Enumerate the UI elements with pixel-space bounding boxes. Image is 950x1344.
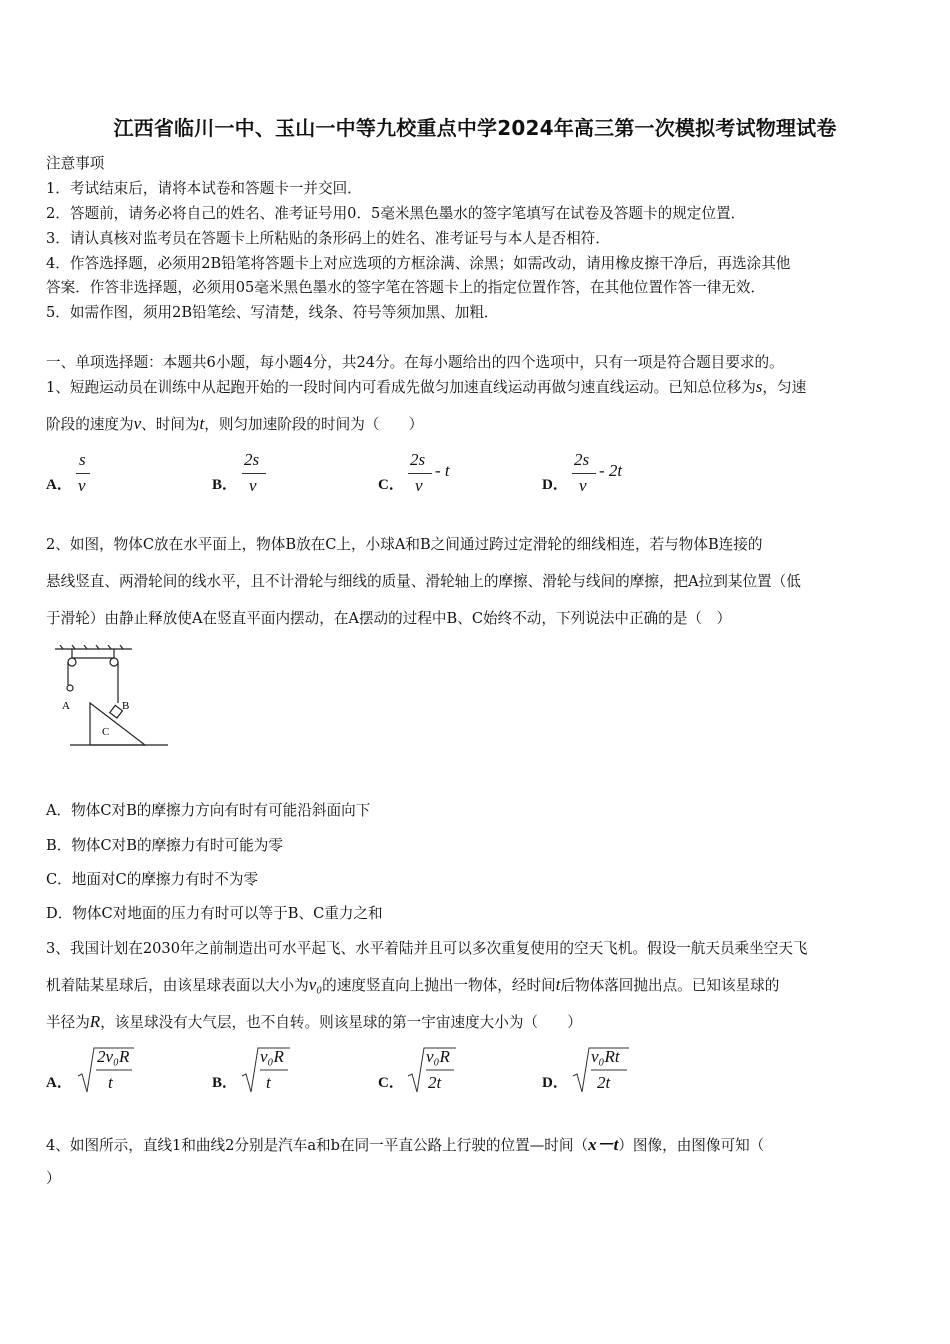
note-item: 5．如需作图，须用2B铅笔绘、写清楚，线条、符号等须加黑、加粗． xyxy=(46,304,499,321)
question-3-text: 机着陆某星球后，由该星球表面以大小为v₀的速度竖直向上抛出一物体，经时间t后物体落回抛出点。已知该星球的 xyxy=(46,975,780,994)
figure-label-a: A xyxy=(62,700,70,712)
note-item: 1．考试结束后，请将本试卷和答题卡一并交回． xyxy=(46,180,362,197)
page-title: 江西省临川一中、玉山一中等九校重点中学2024年高三第一次模拟考试物理试卷 xyxy=(113,116,837,140)
note-item: 3．请认真核对监考员在答题卡上所粘贴的条形码上的姓名、准考证号与本人是否相符． xyxy=(46,230,610,247)
q2-option-d: D．物体C对地面的压力有时可以等于B、C重力之和 xyxy=(46,905,383,922)
notes-heading: 注意事项 xyxy=(46,155,105,172)
question-4-text: 4、如图所示，直线1和曲线2分别是汽车a和b在同一平直公路上行驶的位置—时间（x－t）图像，由图像可知（ xyxy=(46,1135,765,1154)
figure-label-b: B xyxy=(122,700,130,712)
note-item: 答案．作答非选择题，必须用05毫米黑色墨水的签字笔在答题卡上的指定位置作答，在其他位置作答一律无效． xyxy=(46,279,766,296)
q2-option-b: B．物体C对B的摩擦力有时可能为零 xyxy=(46,837,283,854)
question-1-text: 阶段的速度为v、时间为t，则匀加速阶段的时间为（ ） xyxy=(46,414,424,433)
q2-option-a: A．物体C对B的摩擦力方向有时有可能沿斜面向下 xyxy=(46,802,371,819)
question-2-text: 于滑轮）由静止释放使A在竖直平面内摆动，在A摆动的过程中B、C始终不动，下列说法中正确的是（ ） xyxy=(46,610,732,627)
question-3-text: 半径为R，该星球没有大气层，也不自转。则该星球的第一宇宙速度大小为（ ） xyxy=(46,1012,582,1031)
question-4-text: ） xyxy=(46,1170,61,1187)
q2-option-c: C．地面对C的摩擦力有时不为零 xyxy=(46,871,259,888)
note-item: 4．作答选择题，必须用2B铅笔将答题卡上对应选项的方框涂满、涂黑；如需改动，请用橡皮擦干净后，再选涂其他 xyxy=(46,255,791,272)
question-1-text: 1、短跑运动员在训练中从起跑开始的一段时间内可看成先做匀加速直线运动再做匀速直线运动。已知总位移为s，匀速 xyxy=(46,377,807,396)
section-heading: 一、单项选择题：本题共6小题，每小题4分，共24分。在每小题给出的四个选项中，只有一项是符合题目要求的。 xyxy=(46,354,784,371)
question-2-text: 悬线竖直、两滑轮间的线水平，且不计滑轮与细线的质量、滑轮轴上的摩擦、滑轮与线间的摩擦，把A拉到某位置（低 xyxy=(46,573,801,590)
note-item: 2．答题前，请务必将自己的姓名、准考证号用0．5毫米黑色墨水的签字笔填写在试卷及答题卡的规定位置． xyxy=(46,205,746,222)
question-2-text: 2、如图，物体C放在水平面上，物体B放在C上，小球A和B之间通过跨过定滑轮的细线相连，若与物体B连接的 xyxy=(46,536,763,553)
figure-label-c: C xyxy=(102,726,110,738)
pulley-incline-figure xyxy=(50,645,175,750)
question-3-text: 3、我国计划在2030年之前制造出可水平起飞、水平着陆并且可以多次重复使用的空天飞机。假设一航天员乘坐空天飞 xyxy=(46,940,808,957)
